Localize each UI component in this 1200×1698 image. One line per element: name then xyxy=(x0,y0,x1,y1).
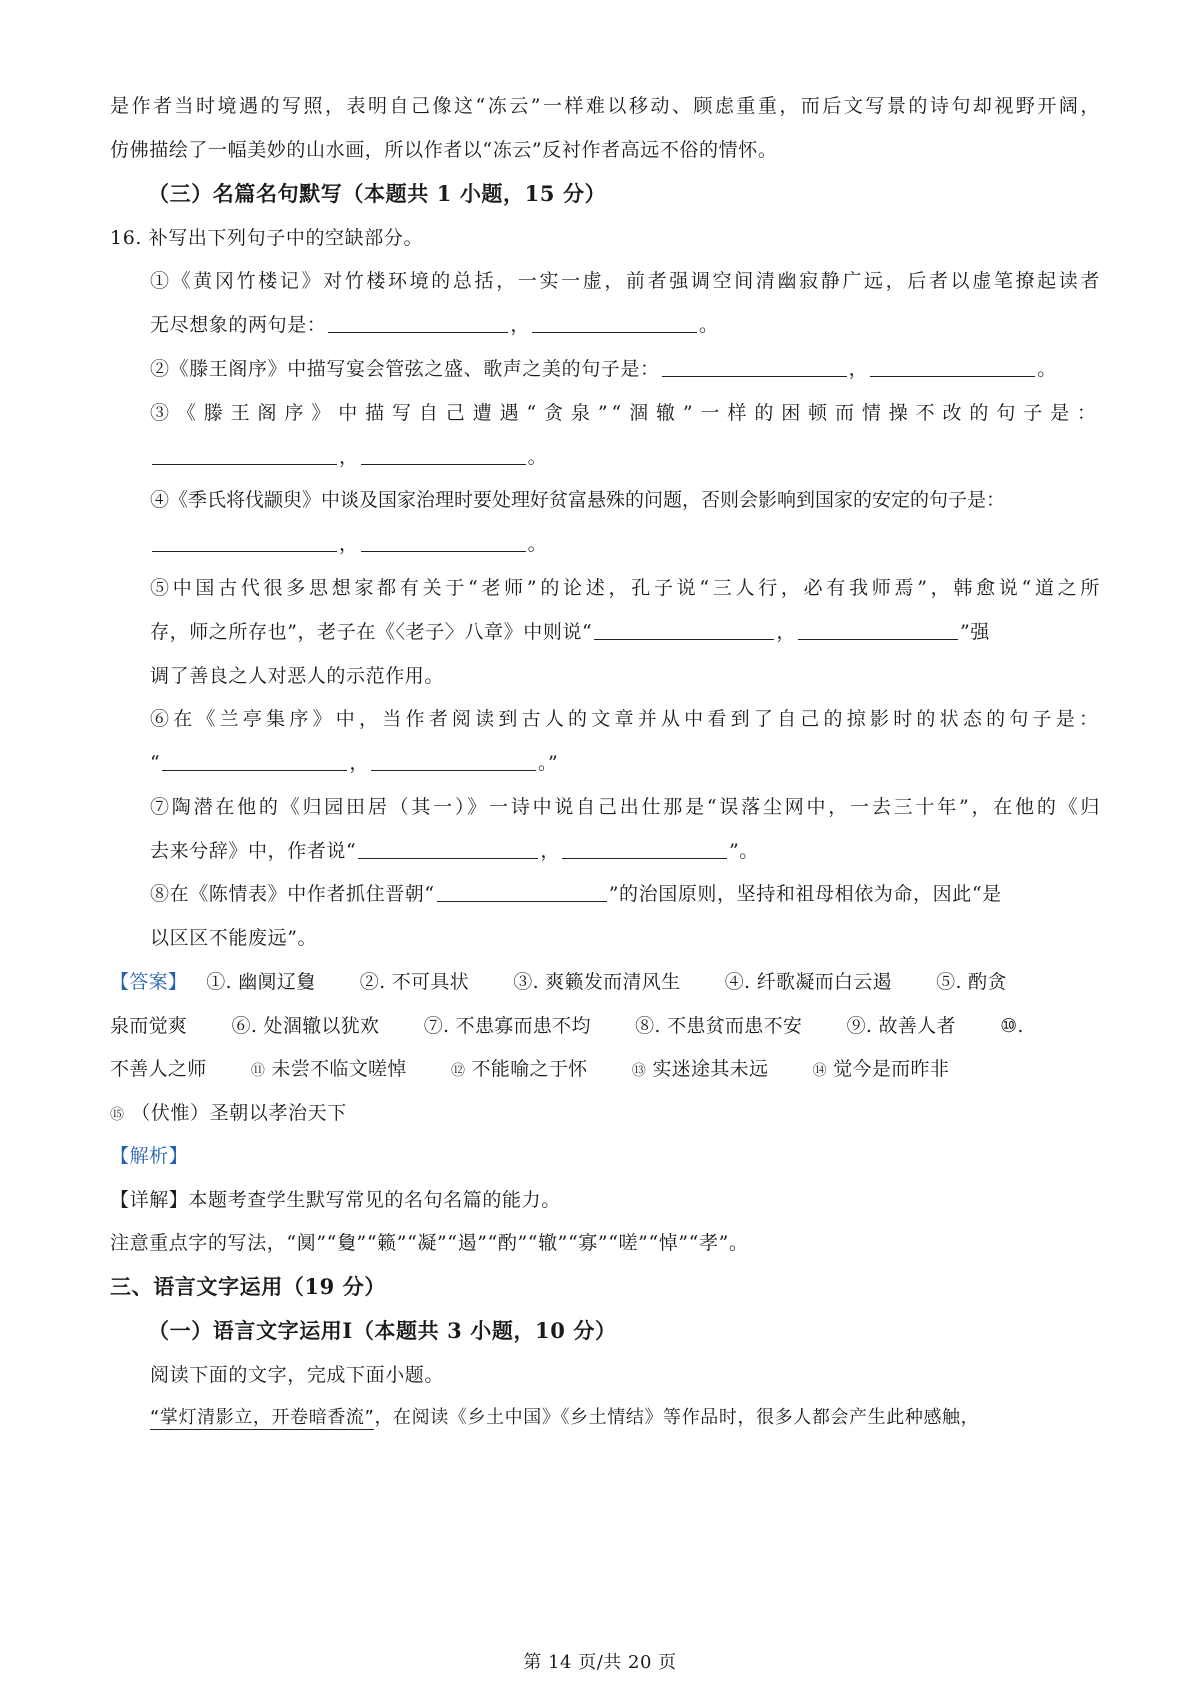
analysis-label: 【解析】 xyxy=(110,1145,189,1167)
answer-item: ⑨. 故善人者 xyxy=(846,1015,956,1037)
answer-item: ⑥. 处涸辙以犹欢 xyxy=(231,1015,380,1037)
q16-stem: 16. 补写出下列句子中的空缺部分。 xyxy=(110,227,424,249)
blank-15[interactable] xyxy=(437,883,607,902)
answer-item: ⑪ 未尝不临文嗟悼 xyxy=(250,1058,407,1080)
part-3-instruction: 阅读下面的文字，完成下面小题。 xyxy=(150,1364,445,1386)
part-3-subtitle: （一）语言文字运用Ⅰ（本题共 3 小题，10 分） xyxy=(148,1318,617,1343)
intro-line-1: 是作者当时境遇的写照，表明自己像这“冻云”一样难以移动、顾虑重重，而后文写景的诗句却视野开阔， xyxy=(110,95,1100,117)
answer-item: ⑭ 觉今是而昨非 xyxy=(812,1058,950,1080)
blank-6[interactable] xyxy=(361,446,526,465)
q16-item-6-line-2: “ ， 。” xyxy=(150,752,559,774)
detail-label: 【详解】 xyxy=(110,1189,189,1211)
answer-line-4 xyxy=(110,1100,1100,1128)
answer-item: 不善人之师 xyxy=(110,1058,207,1080)
q16-item-3-line-1: ③《滕王阁序》中描写自己遭遇“贪泉”“涸辙”一样的困顿而情操不改的句子是： xyxy=(150,402,1100,424)
q16-item-3-line-2: ， 。 xyxy=(150,444,1100,470)
q16-item-4-line-1: ④《季氏将伐颛臾》中谈及国家治理时要处理好贫富悬殊的问题，否则会影响到国家的安定的句子是： xyxy=(150,489,1006,511)
q16-item-6-line-1: ⑥在《兰亭集序》中，当作者阅读到古人的文章并从中看到了自己的掠影时的状态的句子是： xyxy=(150,708,1100,730)
blank-7[interactable] xyxy=(152,533,337,552)
answer-item: ③. 爽籁发而清风生 xyxy=(513,971,681,993)
blank-5[interactable] xyxy=(152,446,337,465)
answer-line-1 xyxy=(110,969,1100,995)
q16-item-5-line-3: 调了善良之人对恶人的示范作用。 xyxy=(150,665,445,687)
blank-11[interactable] xyxy=(162,752,347,771)
analysis-note: 注意重点字的写法，“阒”“敻”“籁”“凝”“遏”“酌”“辙”“寡”“嗟”“悼”“孝”。 xyxy=(110,1232,749,1254)
section-3-title: （三）名篇名句默写（本题共 1 小题，15 分） xyxy=(148,181,607,206)
q16-item-2: ②《滕王阁序》中描写宴会管弦之盛、歌声之美的句子是： ， 。 xyxy=(150,358,1057,380)
part-3-title: 三、语言文字运用（19 分） xyxy=(110,1274,386,1299)
answer-item: ④. 纤歌凝而白云遏 xyxy=(724,971,892,993)
blank-14[interactable] xyxy=(562,840,727,859)
q16-item-8-line-1: ⑧在《陈情表》中作者抓住晋朝“ ”的治国原则，坚持和祖母相依为命，因此“是 xyxy=(150,883,1002,905)
page-footer: 第 14 页/共 20 页 xyxy=(523,1652,677,1673)
q16-item-5-line-2: 存，师之所存也”，老子在《〈老子〉八章》中则说“ ， ”强 xyxy=(150,621,990,643)
q16-item-4-line-2: ， 。 xyxy=(150,531,1100,557)
answer-item: ①. 幽阒辽敻 xyxy=(206,971,316,993)
q16-item-5-line-1: ⑤中国古代很多思想家都有关于“老师”的论述，孔子说“三人行，必有我师焉”，韩愈说“道之所 xyxy=(150,577,1100,599)
answer-item: ⑤. 酌贪 xyxy=(936,971,1007,993)
answer-item: ⑫ 不能喻之于怀 xyxy=(450,1058,588,1080)
answer-item: 泉而觉爽 xyxy=(110,1015,188,1037)
blank-12[interactable] xyxy=(371,752,536,771)
q16-item-1-text: 无尽想象的两句是： xyxy=(150,314,327,336)
q16-item-7-line-2: 去来兮辞》中，作者说“ ， ”。 xyxy=(150,840,759,862)
passage-text: ，在阅读《乡土中国》《乡土情结》等作品时，很多人都会产生此种感触， xyxy=(374,1407,980,1428)
blank-2[interactable] xyxy=(532,314,697,333)
answer-item: ⑩. xyxy=(1000,1015,1024,1037)
answer-item: ⑮ （伏惟）圣朝以孝治天下 xyxy=(110,1102,347,1124)
blank-3[interactable] xyxy=(662,358,847,377)
blank-13[interactable] xyxy=(358,840,538,859)
intro-line-2: 仿佛描绘了一幅美妙的山水画，所以作者以“冻云”反衬作者高远不俗的情怀。 xyxy=(110,139,778,161)
answer-item: ⑬ 实迷途其未远 xyxy=(631,1058,769,1080)
blank-9[interactable] xyxy=(594,621,774,640)
q16-item-7-line-1: ⑦陶潜在他的《归园田居（其一）》一诗中说自己出仕那是“误落尘网中，一去三十年”，在他的《归 xyxy=(150,796,1100,818)
blank-8[interactable] xyxy=(361,533,526,552)
q16-item-1-line-1: ①《黄冈竹楼记》对竹楼环境的总括，一实一虚，前者强调空间清幽寂静广远，后者以虚笔撩起读者 xyxy=(150,270,1100,292)
q16-item-8-line-2: 以区区不能废远”。 xyxy=(150,927,318,949)
answer-item: ⑧. 不患贫而患不安 xyxy=(635,1015,803,1037)
answer-label: 【答案】 xyxy=(110,971,188,993)
passage-underlined-quote: “掌灯清影立，开卷暗香流” xyxy=(150,1407,375,1428)
blank-1[interactable] xyxy=(328,314,508,333)
blank-4[interactable] xyxy=(870,358,1035,377)
blank-10[interactable] xyxy=(798,621,958,640)
answer-line-2 xyxy=(110,1013,1100,1039)
analysis-detail: 【详解】本题考查学生默写常见的名句名篇的能力。 xyxy=(110,1189,561,1211)
answer-line-3 xyxy=(110,1056,1100,1084)
answer-item: ⑦. 不患寡而患不均 xyxy=(423,1015,591,1037)
part-3-passage xyxy=(150,1405,1100,1431)
answer-item: ②. 不可具状 xyxy=(359,971,469,993)
q16-item-1-line-2: 无尽想象的两句是： ， 。 xyxy=(150,314,719,336)
